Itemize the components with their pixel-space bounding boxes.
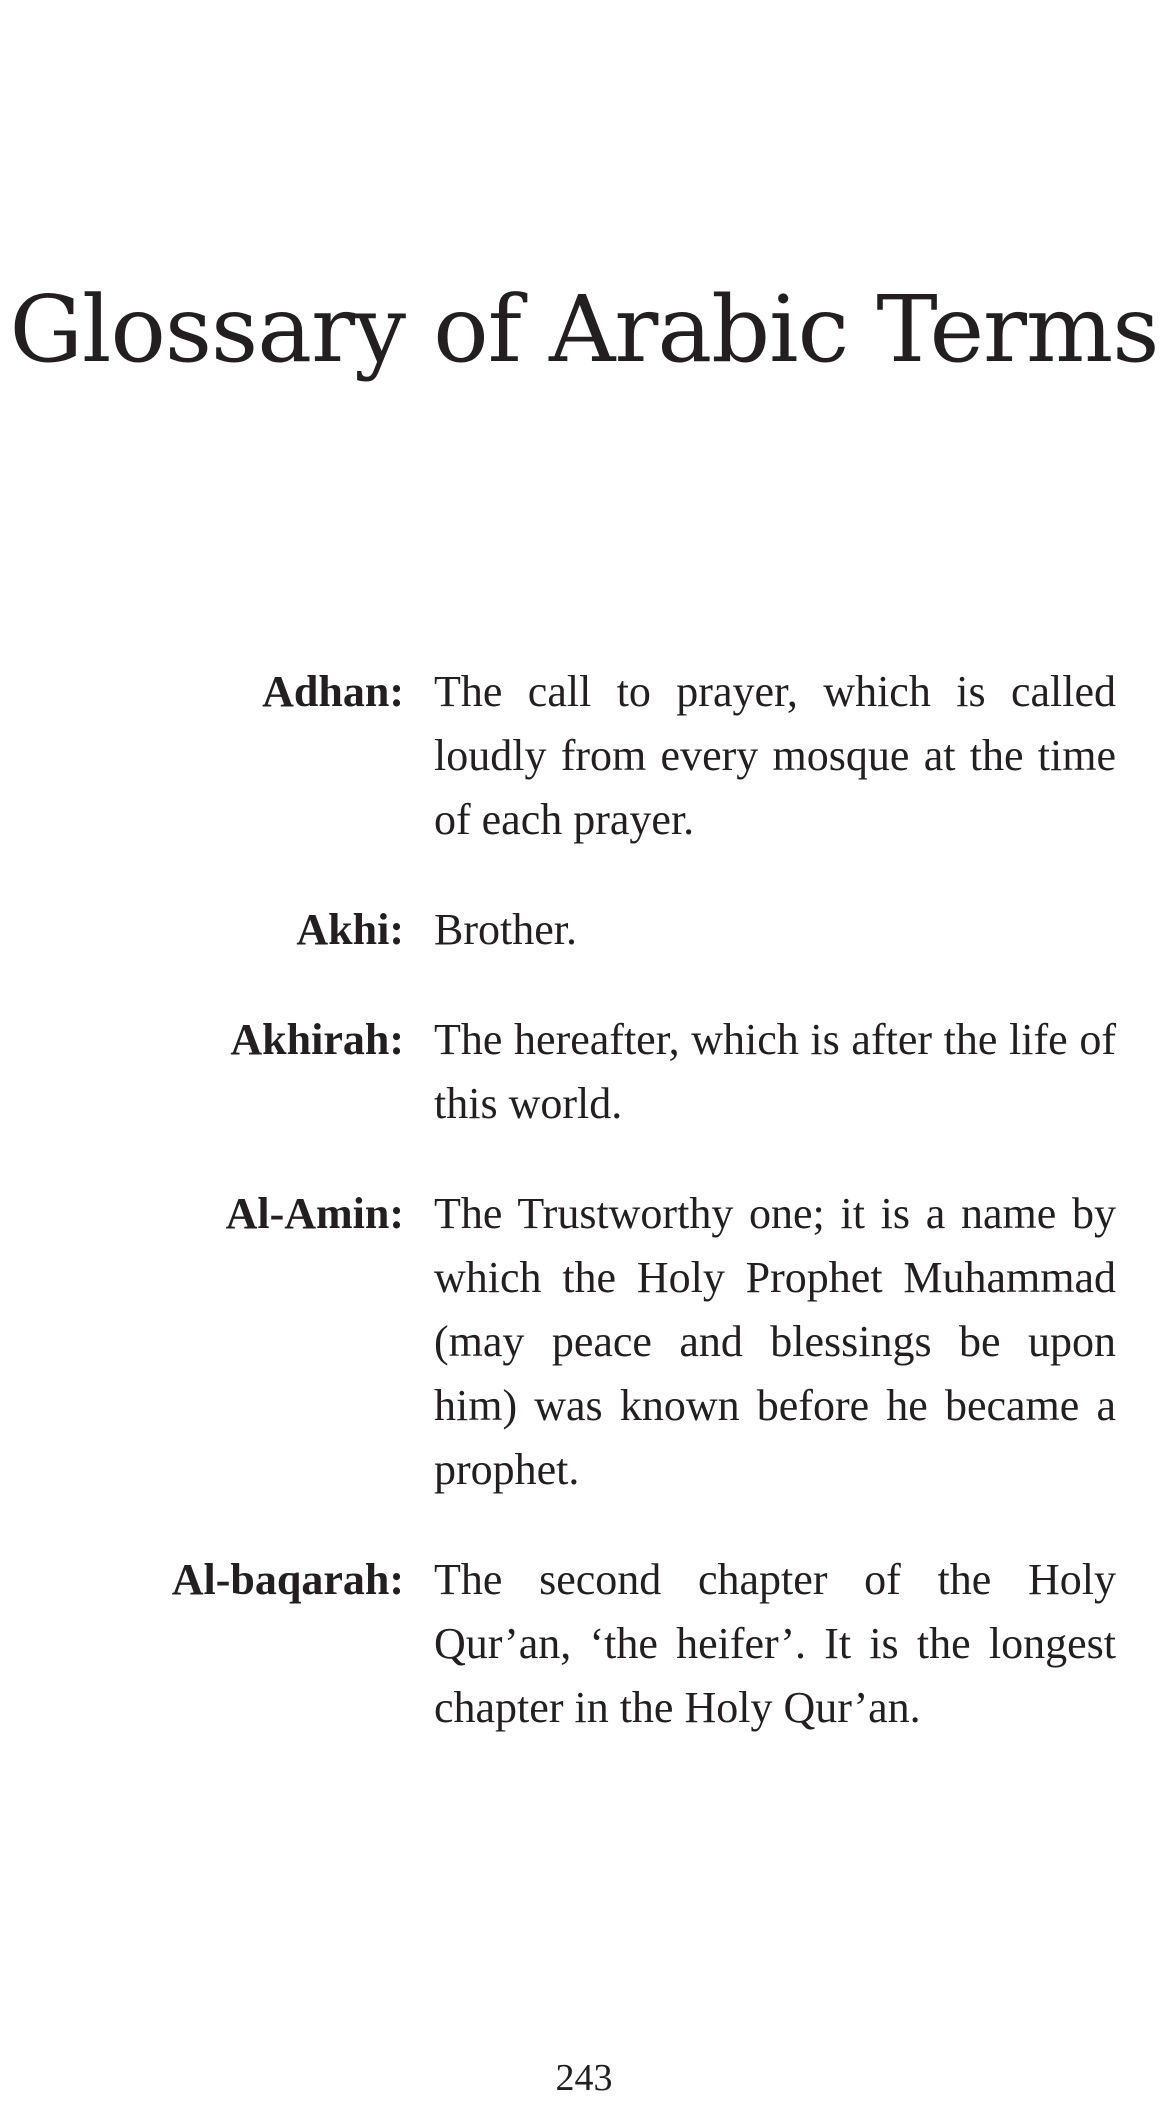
- glossary-entry-al-baqarah: [0, 1548, 1168, 1740]
- glossary-term: Akhi:: [296, 905, 404, 954]
- glossary-definition: The Trustworthy one; it is a name by which the Holy Prophet Muhammad (may peace and blessings be upon him) was known before he became a prophet.: [434, 1189, 1116, 1494]
- glossary-term: Adhan:: [262, 667, 404, 716]
- glossary-term: Al-Amin:: [225, 1189, 404, 1238]
- glossary-term: Akhirah:: [230, 1015, 404, 1064]
- glossary-entry-akhirah: [0, 1008, 1168, 1136]
- glossary-entry-al-amin: [0, 1182, 1168, 1502]
- glossary-definition: The hereafter, which is after the life of this world.: [434, 1015, 1116, 1128]
- glossary-list: [0, 660, 1168, 1786]
- glossary-definition: Brother.: [434, 905, 577, 954]
- glossary-definition: The call to prayer, which is called loudly from every mosque at the time of each prayer.: [434, 667, 1116, 844]
- page-title: Glossary of Arabic Terms: [9, 276, 1159, 383]
- glossary-term: Al-baqarah:: [171, 1555, 404, 1604]
- page-number: 243: [555, 2057, 613, 2099]
- glossary-definition: The second chapter of the Holy Qur’an, ‘the heifer’. It is the longest chapter in the Holy Qur’an.: [434, 1555, 1116, 1732]
- glossary-entry-akhi: [0, 898, 1168, 962]
- glossary-entry-adhan: [0, 660, 1168, 852]
